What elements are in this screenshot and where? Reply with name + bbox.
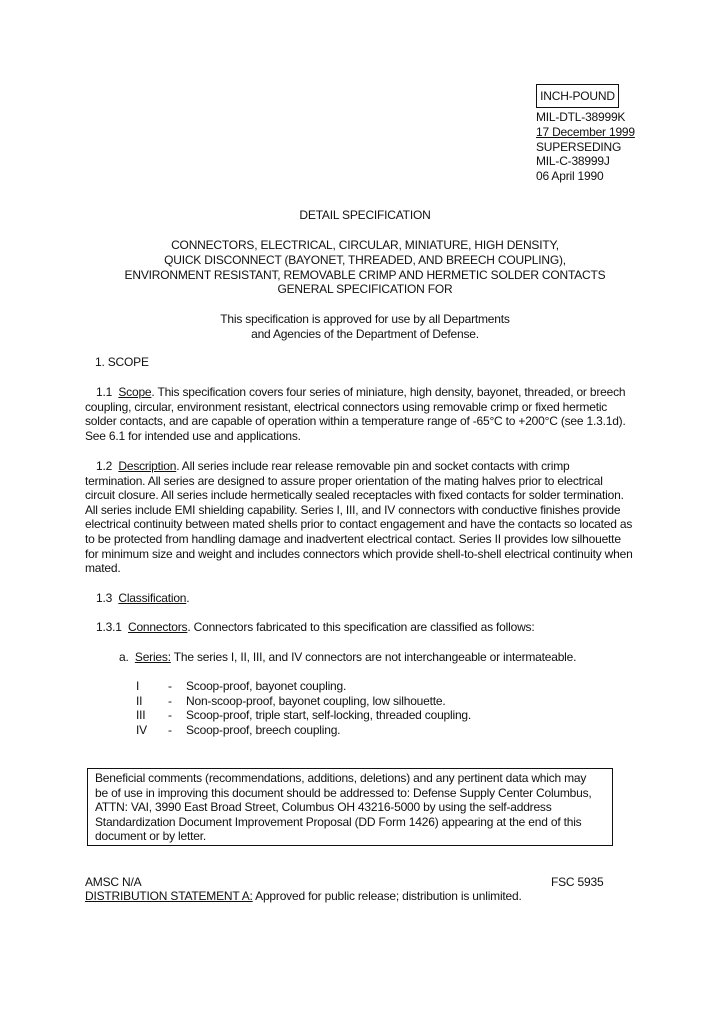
superseding-label: SUPERSEDING [536,139,622,154]
series-number: II [136,694,143,708]
paragraph-title: Description [118,459,177,473]
spec-title-line: GENERAL SPECIFICATION FOR [277,282,453,297]
paragraph-text: electrical continuity between mated shells prior to contact engagement and have the contacts so located as [85,517,633,532]
series-item [136,694,446,709]
comments-box [87,768,613,846]
approval-line: and Agencies of the Department of Defense. [251,326,479,341]
paragraph-1-3-1 [96,620,534,635]
paragraph-text: solder contacts, and are capable of operation within a temperature range of -65°C to +200°C (see 1.3.1d). [85,414,626,429]
spec-kind-title [0,208,720,223]
series-description: Non-scoop-proof, bayonet coupling, low silhouette. [186,694,446,708]
paragraph-title: Connectors [127,620,188,634]
document-id: MIL-DTL-38999K [536,110,626,124]
paragraph-text: All series include EMI shielding capability. Series I, III, and IV connectors with conductive finishes provide [85,502,621,517]
series-description: Scoop-proof, breech coupling. [186,723,341,737]
paragraph-text: circuit closure. All series include hermetically sealed receptacles with fixed contacts for solder termination. [85,488,624,503]
series-description: Scoop-proof, bayonet coupling. [186,679,347,693]
paragraph-number: 1.1 [96,385,113,399]
series-dash: - [168,708,172,722]
series-item [136,679,346,694]
paragraph-1-2 [85,459,645,576]
subparagraph-series [119,650,576,665]
subparagraph-text: The series I, II, III, and IV connectors are not interchangeable or intermateable. [170,650,577,664]
section-heading-scope: 1. SCOPE [95,355,149,369]
paragraph-number: 1.2 [96,459,113,473]
series-number: I [136,679,140,693]
paragraph-text: See 6.1 for intended use and applications. [85,428,301,443]
series-dash: - [168,694,172,708]
previous-document-id: MIL-C-38999J [536,154,610,169]
paragraph-text: . Connectors fabricated to this specification are classified as follows: [187,620,535,634]
amsc-label: AMSC N/A [85,875,142,889]
paragraph-punctuation: . [186,591,190,605]
paragraph-text: mated. [85,561,121,576]
approval-line: This specification is approved for use by all Departments [220,312,510,326]
spec-kind: DETAIL SPECIFICATION [299,208,431,222]
document-header [536,110,635,184]
subparagraph-letter: a. [119,650,129,664]
comments-line: Beneficial comments (recommendations, additions, deletions) and any pertinent data which may [95,771,587,785]
series-number: IV [136,723,147,737]
spec-title [0,238,720,297]
paragraph-number: 1.3.1 [96,620,122,634]
paragraph-1-1 [85,385,645,443]
distribution-text: Approved for public release; distribution is unlimited. [252,889,522,903]
comments-line: document or by letter. [95,829,206,844]
inch-pound-label: INCH-POUND [540,89,615,103]
paragraph-1-3 [96,591,189,606]
paragraph-title: Classification [118,591,187,605]
series-description: Scoop-proof, triple start, self-locking, threaded coupling. [186,708,472,722]
spec-title-line: ENVIRONMENT RESISTANT, REMOVABLE CRIMP AND HERMETIC SOLDER CONTACTS [124,267,606,282]
series-dash: - [168,723,172,737]
series-item [136,723,340,738]
paragraph-text: . This specification covers four series of miniature, high density, bayonet, threaded, or breech [151,385,626,399]
fsc-label: FSC 5935 [551,875,604,889]
paragraph-title: Scope [118,385,152,399]
inch-pound-box [536,84,619,108]
distribution-statement [85,889,522,904]
paragraph-number: 1.3 [96,591,113,605]
spec-title-line: CONNECTORS, ELECTRICAL, CIRCULAR, MINIATURE, HIGH DENSITY, [171,238,559,252]
approval-statement [0,312,720,342]
comments-line: be of use in improving this document should be addressed to: Defense Supply Center Columbus, [95,785,592,800]
comments-line: Standardization Document Improvement Proposal (DD Form 1426) appearing at the end of this [95,814,582,829]
document-date: 17 December 1999 [536,124,635,139]
comments-line: ATTN: VAI, 3990 East Broad Street, Columbus OH 43216-5000 by using the self-address [95,800,552,815]
series-item [136,708,471,723]
paragraph-text: for minimum size and weight and includes connectors which provide shell-to-shell electrical continuity when [85,546,633,561]
subparagraph-title: Series: [134,650,171,664]
paragraph-text: coupling, circular, environment resistant, electrical connectors using removable crimp or fixed hermetic [85,399,608,414]
series-dash: - [168,679,172,693]
spec-title-line: QUICK DISCONNECT (BAYONET, THREADED, AND BREECH COUPLING), [164,252,566,267]
distribution-label: DISTRIBUTION STATEMENT A: [85,889,253,903]
previous-document-date: 06 April 1990 [536,169,604,184]
paragraph-text: . All series include rear release removable pin and socket contacts with crimp [176,459,570,473]
series-number: III [136,708,146,722]
paragraph-text: to be protected from handling damage and inadvertent electrical contact. Series II provides low silhouette [85,531,621,546]
paragraph-text: termination. All series are designed to assure proper orientation of the mating halves prior to electrical [85,473,603,488]
